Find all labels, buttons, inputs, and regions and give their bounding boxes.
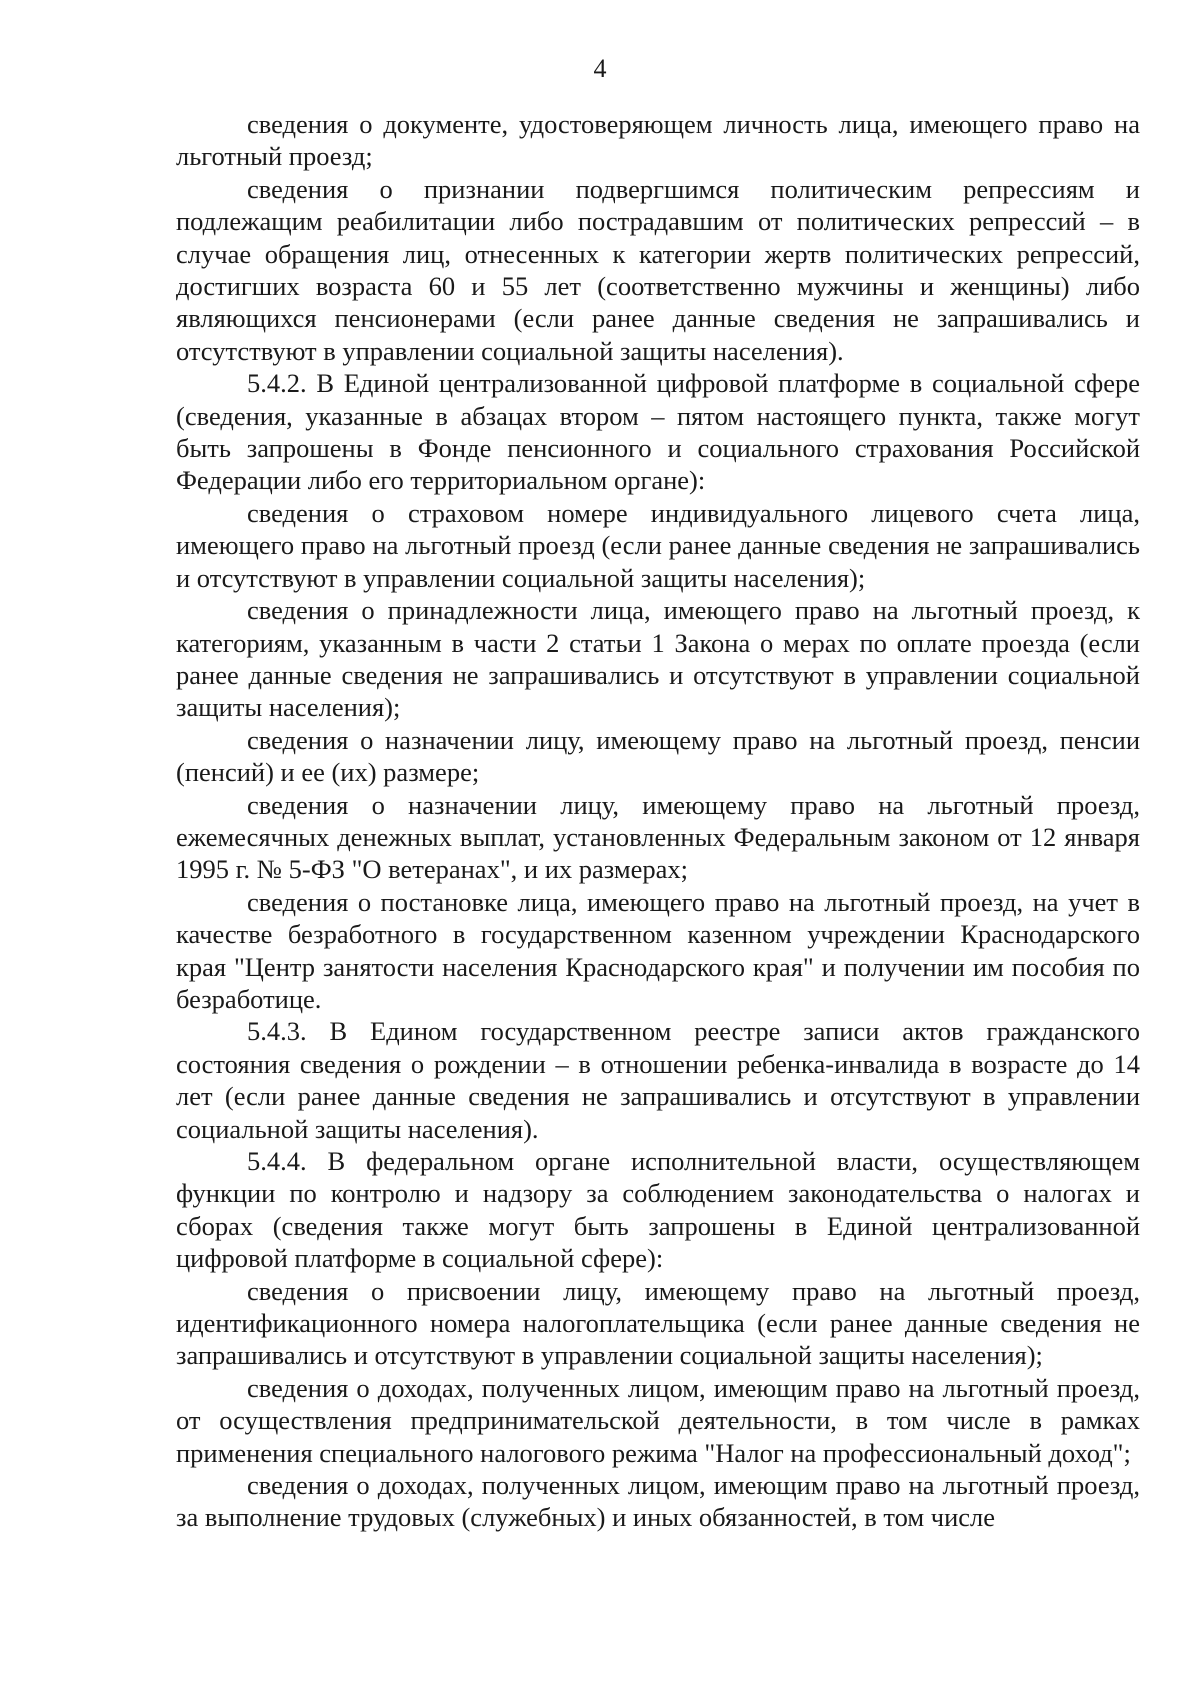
paragraph-section-5-4-4: 5.4.4. В федеральном органе исполнительной власти, осуществляющем функции по контролю и надзору за соблюдением законодательства о налогах и сборах (сведения также могут быть запрошены в Единой централизованной цифровой платформе в социальной сфере): <box>176 1146 1140 1274</box>
paragraph-category-membership: сведения о принадлежности лица, имеющего право на льготный проезд, к категориям, указанным в части 2 статьи 1 Закона о мерах по оплате проезда (если ранее данные сведения не запрашивались и отсутствуют в управлении социальной защиты населения); <box>176 595 1140 723</box>
paragraph-pension: сведения о назначении лицу, имеющему право на льготный проезд, пенсии (пенсий) и ее (их) размере; <box>176 724 1140 788</box>
paragraph-section-5-4-2: 5.4.2. В Единой централизованной цифровой платформе в социальной сфере (сведения, указанные в абзацах втором – пятом настоящего пункта, также могут быть запрошены в Фонде пенсионного и социального страхования Российской Федерации либо его территориальном органе): <box>176 368 1140 496</box>
paragraph-business-income: сведения о доходах, полученных лицом, имеющим право на льготный проезд, от осуществления предпринимательской деятельности, в том числе в рамках применения специального налогового режима "Налог на профессиональный доход"; <box>176 1372 1140 1468</box>
page-number: 4 <box>593 54 607 83</box>
paragraph-employment-income: сведения о доходах, полученных лицом, имеющим право на льготный проезд, за выполнение трудовых (служебных) и иных обязанностей, в том числе <box>176 1470 1140 1533</box>
paragraph-monthly-payments: сведения о назначении лицу, имеющему право на льготный проезд, ежемесячных денежных выплат, установленных Федеральным законом от 12 января 1995 г. № 5-ФЗ "О ветеранах", и их размерах; <box>176 789 1140 885</box>
paragraph-political-repression: сведения о признании подвергшимся политическим репрессиям и подлежащим реабилитации либо пострадавшим от политических репрессий – в случае обращения лиц, отнесенных к категории жертв политических репрессий, достигших возраста 60 и 55 лет (соответственно мужчины и женщины) либо являющихся пенсионерами (если ранее данные сведения не запрашивались и отсутствуют в управлении социальной защиты населения). <box>176 173 1140 366</box>
paragraph-snils: сведения о страховом номере индивидуального лицевого счета лица, имеющего право на льготный проезд (если ранее данные сведения не запрашивались и отсутствуют в управлении социальной защиты населения); <box>176 497 1140 593</box>
paragraph-inn: сведения о присвоении лицу, имеющему право на льготный проезд, идентификационного номера налогоплательщика (если ранее данные сведения не запрашивались и отсутствуют в управлении социальной защиты населения); <box>176 1275 1140 1371</box>
document-body <box>176 108 1140 1534</box>
paragraph-section-5-4-3: 5.4.3. В Едином государственном реестре записи актов гражданского состояния сведения о рождении – в отношении ребенка-инвалида в возрасте до 14 лет (если ранее данные сведения не запрашивались и отсутствуют в управлении социальной защиты населения). <box>176 1016 1140 1144</box>
paragraph-unemployment: сведения о постановке лица, имеющего право на льготный проезд, на учет в качестве безработного в государственном казенном учреждении Краснодарского края "Центр занятости населения Краснодарского края" и получении им пособия по безработице. <box>176 886 1140 1014</box>
paragraph-identity-document: сведения о документе, удостоверяющем личность лица, имеющего право на льготный проезд; <box>176 109 1140 172</box>
